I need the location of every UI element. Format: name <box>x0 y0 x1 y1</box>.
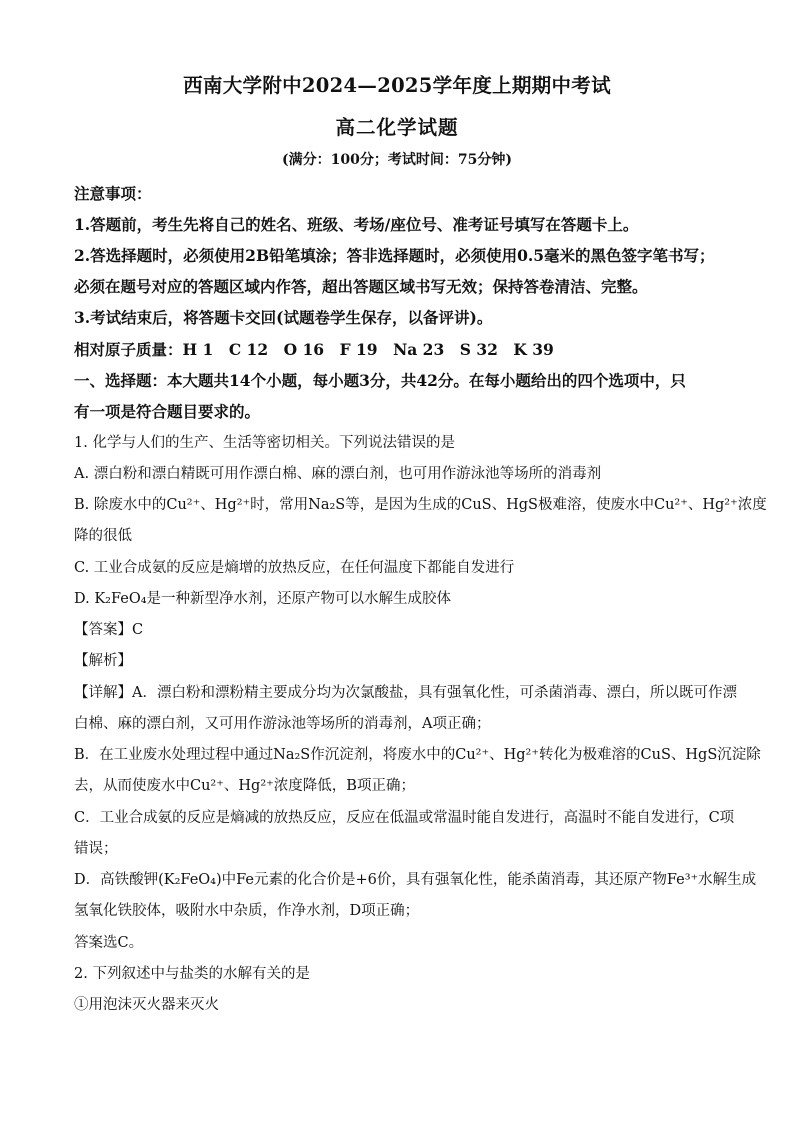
question-1-option-b: B. 除废水中的Cu²⁺、Hg²⁺时，常用Na₂S等，是因为生成的CuS、HgS极难溶，使废水中Cu²⁺、Hg²⁺浓度 <box>74 497 767 513</box>
question-1-option-d: D. K₂FeO₄是一种新型净水剂，还原产物可以水解生成胶体 <box>74 591 452 607</box>
question-1-option-b-cont: 降的很低 <box>74 528 132 544</box>
question-1-answer: 【答案】C <box>74 622 144 638</box>
exam-title: 西南大学附中2024—2025学年度上期期中考试 <box>183 74 611 97</box>
analysis-line: 【详解】A．漂白粉和漂粉精主要成分均为次氯酸盐，具有强氧化性，可杀菌消毒、漂白，所以既可作漂 <box>74 685 737 701</box>
notice-item: 3.考试结束后，将答题卡交回(试题卷学生保存，以备评讲)。 <box>74 308 493 327</box>
notice-item: 2.答选择题时，必须使用2B铅笔填涂；答非选择题时，必须使用0.5毫米的黑色签字笔书写； <box>74 246 715 265</box>
notice-heading: 注意事项： <box>74 184 152 203</box>
analysis-line: 去，从而使废水中Cu²⁺、Hg²⁺浓度降低，B项正确； <box>74 778 415 794</box>
analysis-conclusion: 答案选C。 <box>74 935 144 951</box>
section-heading: 一、选择题：本大题共14个小题，每小题3分，共42分。在每小题给出的四个选项中，只 <box>74 371 686 390</box>
analysis-line: B．在工业废水处理过程中通过Na₂S作沉淀剂，将废水中的Cu²⁺、Hg²⁺转化为极难溶的CuS、HgS沉淀除 <box>74 747 761 763</box>
notice-item: 1.答题前，考生先将自己的姓名、班级、考场/座位号、准考证号填写在答题卡上。 <box>74 215 639 234</box>
exam-meta: (满分：100分；考试时间：75分钟) <box>282 152 512 168</box>
question-1-option-a: A. 漂白粉和漂白精既可用作漂白棉、麻的漂白剂，也可用作游泳池等场所的消毒剂 <box>74 466 602 482</box>
analysis-line: C．工业合成氨的反应是熵减的放热反应，反应在低温或常温时能自发进行，高温时不能自发进行，C项 <box>74 810 735 826</box>
analysis-line: 氢氧化铁胶体，吸附水中杂质，作净水剂，D项正确； <box>74 903 420 919</box>
analysis-line: 错误； <box>74 841 118 857</box>
question-1-analysis-label: 【解析】 <box>74 653 132 669</box>
section-heading-cont: 有一项是符合题目要求的。 <box>74 402 261 421</box>
notice-item: 必须在题号对应的答题区域内作答，超出答题区域书写无效；保持答卷清洁、完整。 <box>74 277 648 296</box>
analysis-line: D．高铁酸钾(K₂FeO₄)中Fe元素的化合价是+6价，具有强氧化性，能杀菌消毒，其还原产物Fe³⁺水解生成 <box>74 872 757 888</box>
question-2-stem: 2. 下列叙述中与盐类的水解有关的是 <box>74 966 310 982</box>
question-1-stem: 1. 化学与人们的生产、生活等密切相关。下列说法错误的是 <box>74 435 455 451</box>
question-2-item-1: ①用泡沫灭火器来灭火 <box>74 997 219 1013</box>
analysis-line: 白棉、麻的漂白剂，又可用作游泳池等场所的消毒剂，A项正确； <box>74 716 491 732</box>
exam-subject: 高二化学试题 <box>335 116 459 139</box>
question-1-option-c: C. 工业合成氨的反应是熵增的放热反应，在任何温度下都能自发进行 <box>74 560 515 576</box>
atomic-masses: 相对原子质量：H 1 C 12 O 16 F 19 Na 23 S 32 K 39 <box>74 340 554 359</box>
